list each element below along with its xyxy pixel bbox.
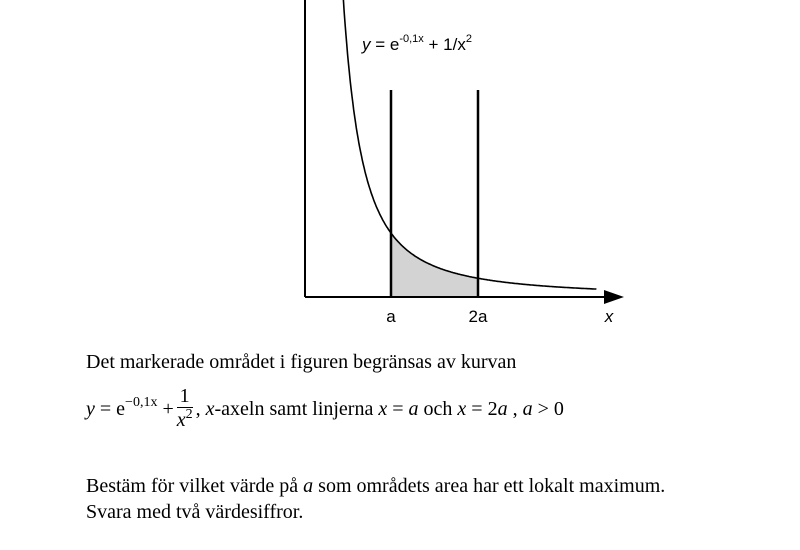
eq-equals-e: = e: [94, 398, 126, 420]
tick-label-2a: 2a: [468, 307, 488, 326]
question-a: a: [303, 475, 314, 497]
x-eq-a-eq: =: [387, 398, 409, 420]
och-text: och: [418, 398, 458, 420]
a-condition: > 0: [532, 398, 564, 420]
separator: ,: [507, 398, 523, 420]
mid-x: x: [205, 398, 215, 420]
a-condition-var: a: [522, 398, 533, 420]
question: [86, 474, 665, 498]
question-post: som områdets area har ett lokalt maximum.: [313, 475, 666, 497]
frac-numerator: 1: [177, 385, 193, 408]
curve-label: $y = e^{-0,1x} + 1/x^2$: [362, 33, 472, 54]
frac-denominator: $x^2$: [176, 407, 193, 432]
shaded-area: [392, 234, 479, 297]
eq-comma: ,: [195, 398, 201, 420]
problem-intro: [86, 350, 516, 374]
x-eq-2a-eq: = 2: [466, 398, 498, 420]
answer-instr-text: Svara med två värdesiffror.: [86, 501, 304, 523]
x-eq-a-a: a: [408, 398, 419, 420]
tick-label-a: a: [386, 307, 396, 326]
eq-exponent: −0,1x: [125, 395, 158, 410]
eq-y: y: [86, 398, 95, 420]
x-eq-2a-a: a: [497, 398, 508, 420]
intro-text: Det markerade området i figuren begränsas av kurvan: [86, 351, 517, 373]
eq-plus: +: [157, 398, 174, 420]
x-axis-arrow: [604, 290, 624, 304]
equation-line: [86, 382, 564, 439]
x-eq-a-var: x: [378, 398, 388, 420]
x-eq-2a-var: x: [457, 398, 467, 420]
question-pre: Bestäm för vilket värde på: [86, 475, 304, 497]
answer-instruction: [86, 500, 303, 524]
mid-text: -axeln samt linjerna: [214, 398, 379, 420]
x-axis-label: x: [604, 307, 614, 326]
eq-fraction: [177, 385, 193, 435]
